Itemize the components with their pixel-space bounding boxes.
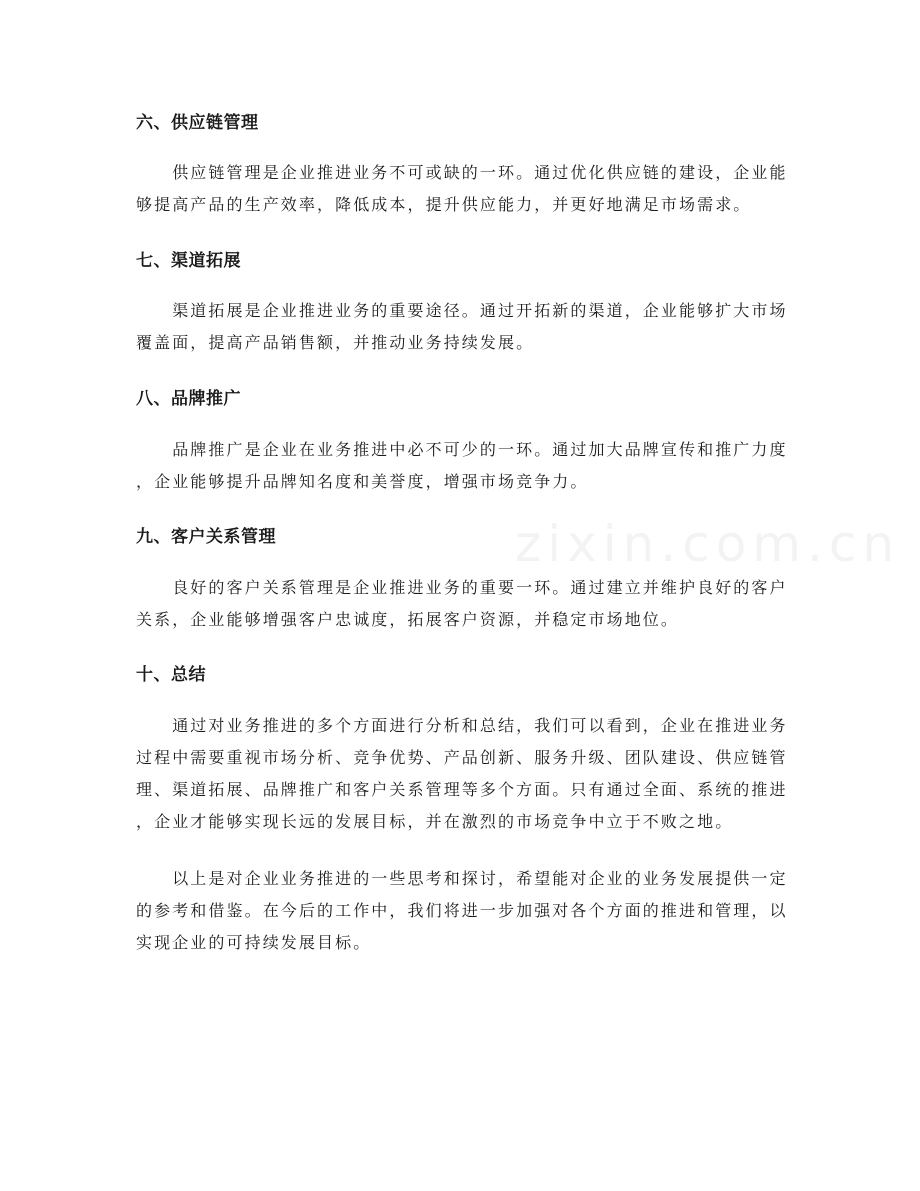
section-heading-summary: 十、总结: [136, 665, 206, 685]
section-heading-customer-relations: 九、客户关系管理: [136, 527, 276, 547]
section-heading-channel-expansion: 七、渠道拓展: [136, 251, 241, 271]
paragraph-line: ，企业才能够实现长远的发展目标，并在激烈的市场竞争中立于不败之地。: [136, 812, 734, 831]
section-paragraph-summary: [136, 710, 788, 838]
paragraph-line: 渠道拓展是企业推进业务的重要途径。通过开拓新的渠道，企业能够扩大市场: [136, 301, 788, 320]
watermark: zixin.com.cn: [515, 515, 901, 573]
section-heading-brand-promotion: 八、品牌推广: [136, 389, 241, 409]
paragraph-line: 供应链管理是企业推进业务不可或缺的一环。通过优化供应链的建设，企业能: [136, 163, 788, 182]
paragraph-line: 的参考和借鉴。在今后的工作中，我们将进一步加强对各个方面的推进和管理，以: [136, 901, 788, 920]
paragraph-line: 品牌推广是企业在业务推进中必不可少的一环。通过加大品牌宣传和推广力度: [136, 440, 788, 459]
paragraph-line: 实现企业的可持续发展目标。: [136, 933, 372, 952]
paragraph-line: 过程中需要重视市场分析、竞争优势、产品创新、服务升级、团队建设、供应链管: [136, 748, 788, 767]
paragraph-line: 通过对业务推进的多个方面进行分析和总结，我们可以看到，企业在推进业务: [136, 716, 788, 735]
paragraph-line: 良好的客户关系管理是企业推进业务的重要一环。通过建立并维护良好的客户: [136, 578, 788, 597]
section-paragraph-channel-expansion: [136, 295, 788, 359]
paragraph-line: 够提高产品的生产效率，降低成本，提升供应能力，并更好地满足市场需求。: [136, 195, 752, 214]
section-paragraph-customer-relations: [136, 572, 788, 636]
closing-paragraph: [136, 863, 788, 959]
paragraph-line: 以上是对企业业务推进的一些思考和探讨，希望能对企业的业务发展提供一定: [136, 869, 788, 888]
section-paragraph-brand-promotion: [136, 434, 788, 498]
section-heading-supply-chain: 六、供应链管理: [136, 113, 259, 133]
paragraph-line: 理、渠道拓展、品牌推广和客户关系管理等多个方面。只有通过全面、系统的推进: [136, 780, 788, 799]
paragraph-line: 关系，企业能够增强客户忠诚度，拓展客户资源，并稳定市场地位。: [136, 610, 680, 629]
paragraph-line: 覆盖面，提高产品销售额，并推动业务持续发展。: [136, 333, 535, 352]
section-paragraph-supply-chain: [136, 157, 788, 221]
paragraph-line: ，企业能够提升品牌知名度和美誉度，增强市场竞争力。: [136, 472, 589, 491]
